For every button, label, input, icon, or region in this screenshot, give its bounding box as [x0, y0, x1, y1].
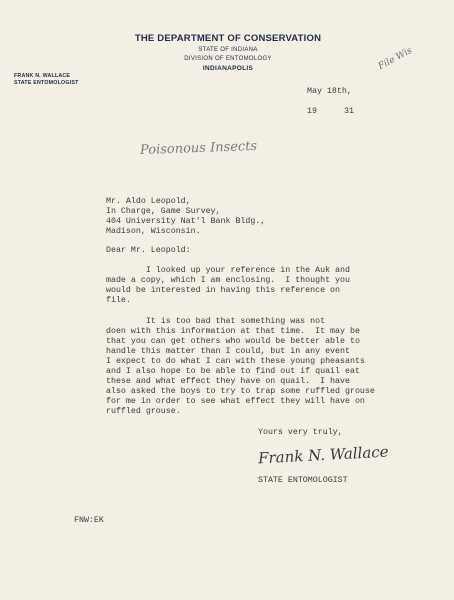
body-line: I looked up your reference in the Auk and [106, 266, 350, 275]
date-year-prefix: 19 [307, 107, 317, 116]
date-month-day: May 18th, [307, 87, 352, 96]
body-line: ruffled grouse. [106, 407, 181, 416]
corner-handwritten-note: File Wis [376, 45, 414, 73]
body-line: that you can get others who would be better able to [106, 337, 360, 346]
subject-handwritten-note: Poisonous Insects [139, 138, 258, 159]
body-line: doen with this information at that time. It may be [106, 327, 360, 336]
body-line: also asked the boys to try to trap some ruffled grouse [106, 387, 375, 396]
date-year-suffix: 31 [344, 107, 354, 116]
body-line: for me in order to see what effect they will have on [106, 397, 365, 406]
body-line: I expect to do what I can with these young pheasants [106, 357, 365, 366]
letterhead-state: STATE OF INDIANA [198, 47, 258, 53]
signature-title: STATE ENTOMOLOGIST [258, 476, 348, 485]
salutation: Dear Mr. Leopold: [106, 246, 191, 255]
recipient-line: In Charge, Game Survey, [106, 207, 221, 216]
letterhead-division: DIVISION OF ENTOMOLOGY [184, 56, 272, 62]
sender-name: FRANK N. WALLACE [14, 73, 71, 79]
body-line: and I also hope to be able to find out if quail eat [106, 367, 360, 376]
handwritten-signature: Frank N. Wallace [257, 442, 390, 468]
body-line: these and what effect they have on quail. I have [106, 377, 350, 386]
body-line: It is too bad that something was not [106, 317, 326, 326]
closing: Yours very truly, [258, 428, 343, 437]
recipient-line: Madison, Wisconsin. [106, 227, 201, 236]
body-line: made a copy, which I am enclosing. I thought you [106, 276, 350, 285]
body-line: file. [106, 296, 131, 305]
body-line: handle this matter than I could, but in any event [106, 347, 350, 356]
body-line: would be interested in having this reference on [106, 286, 341, 295]
typist-initials: FNW:EK [74, 516, 104, 525]
recipient-line: 404 University Nat'l Bank Bldg., [106, 217, 266, 226]
letterhead-department: THE DEPARTMENT OF CONSERVATION [134, 33, 322, 44]
recipient-line: Mr. Aldo Leopold, [106, 197, 191, 206]
letterhead-city: INDIANAPOLIS [202, 65, 254, 72]
sender-title: STATE ENTOMOLOGIST [14, 80, 79, 86]
